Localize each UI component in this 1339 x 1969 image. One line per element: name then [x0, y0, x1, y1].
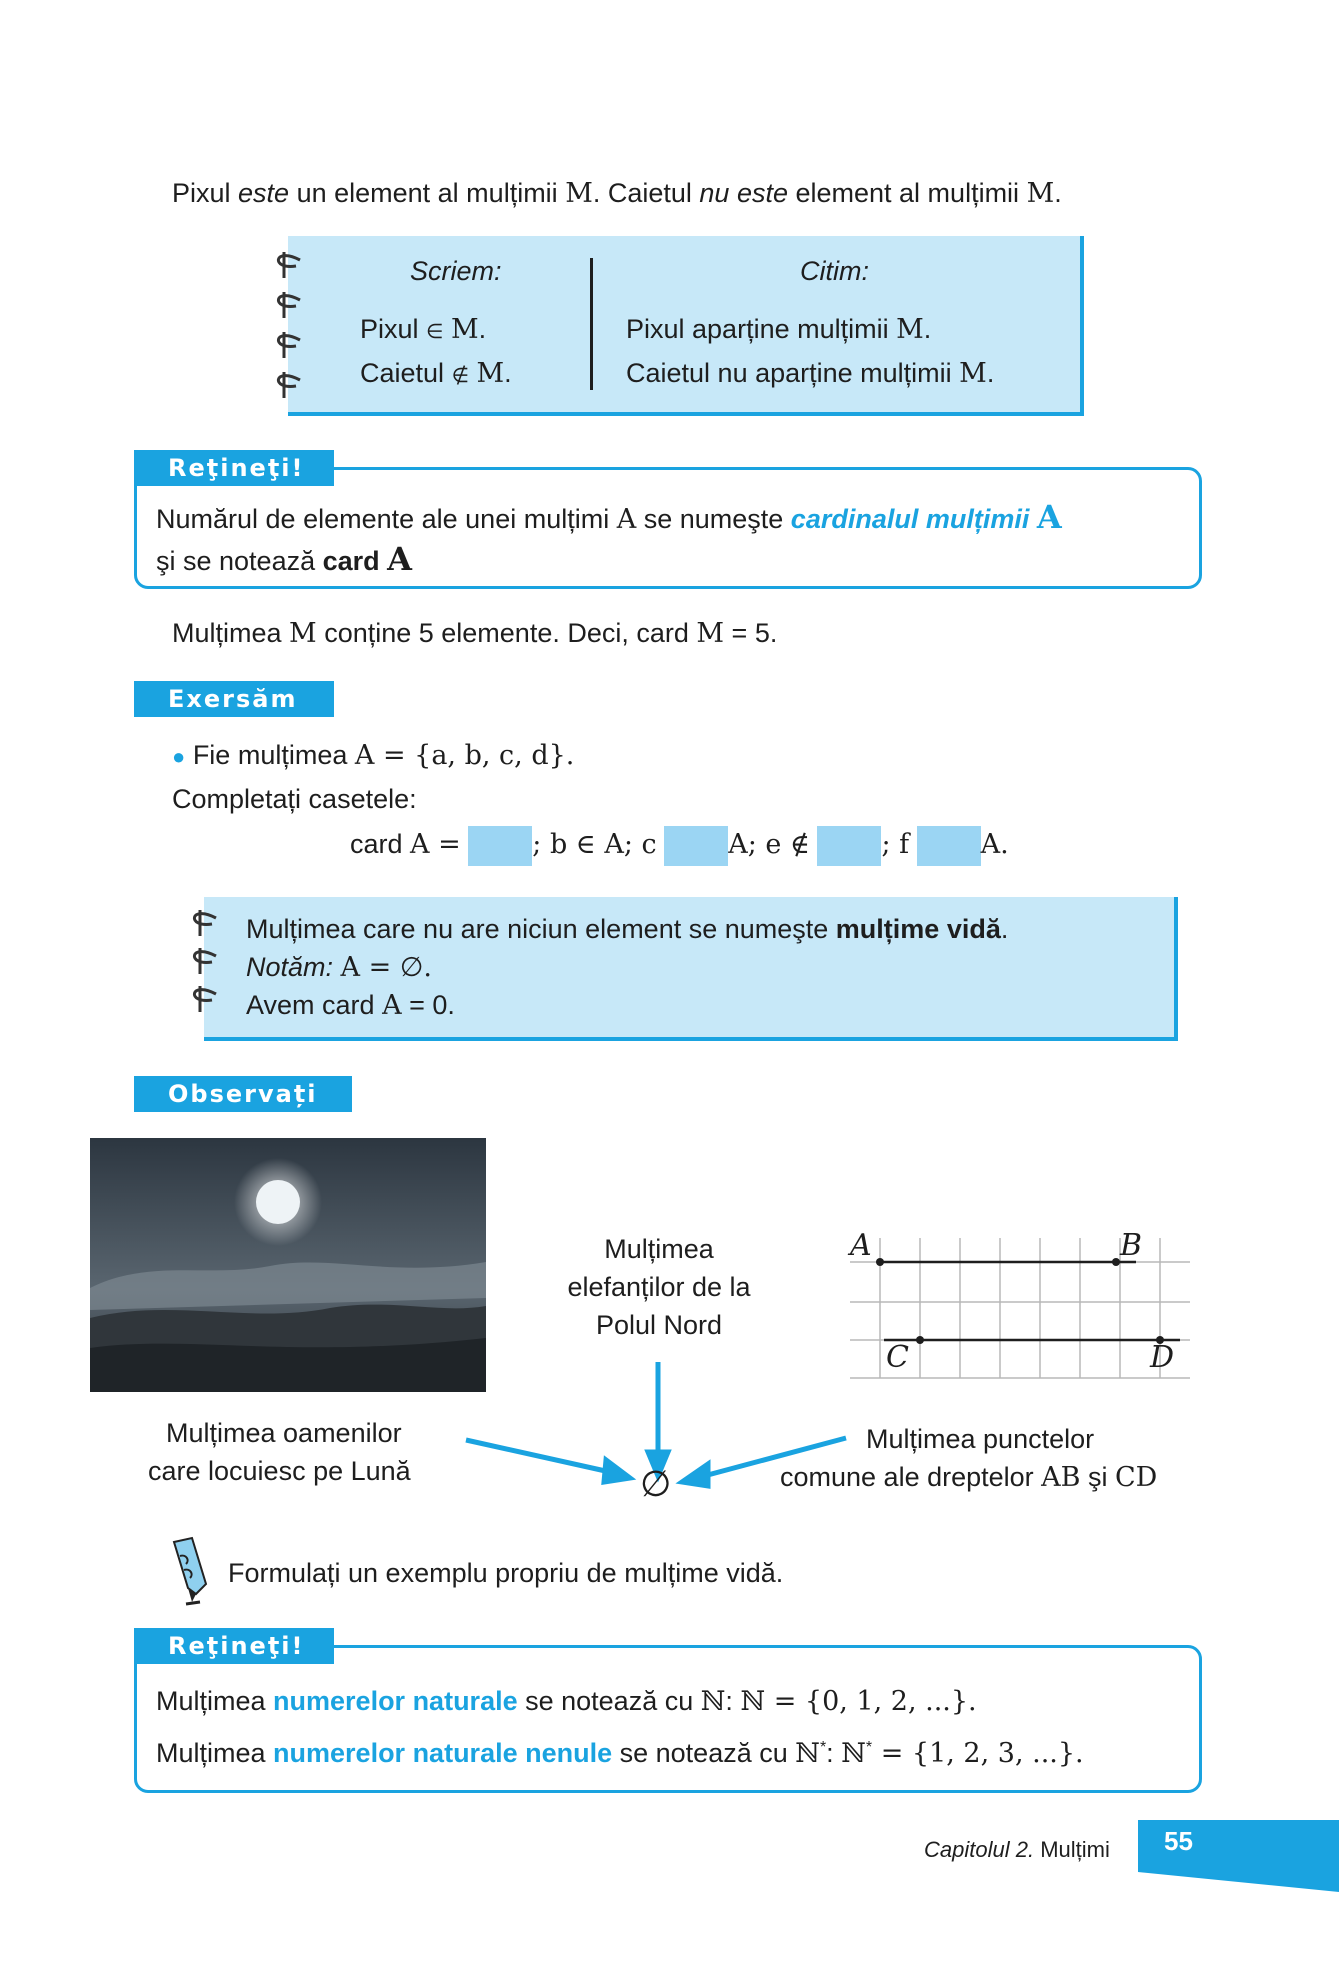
line-name: CD	[1115, 1462, 1158, 1493]
intro-emph: este	[238, 178, 290, 208]
set-symbol: A	[382, 990, 402, 1021]
set-symbol: M	[896, 314, 924, 345]
citim-row-1: Pixul aparține mulțimii M.	[626, 314, 932, 345]
natural-line-2	[156, 1738, 1084, 1769]
intro-text: . Caietul	[592, 178, 700, 208]
text: se notează cu	[517, 1686, 701, 1716]
term-natural-nonzero: numerelor naturale nenule	[273, 1738, 613, 1768]
page-number: 55	[1164, 1826, 1193, 1856]
math: A = ∅.	[340, 952, 432, 983]
text: Numărul de elemente ale unei mulțimi	[156, 504, 617, 534]
math: ; f	[881, 829, 910, 861]
tag-retineti: Reţineţi!	[134, 450, 334, 486]
text: Notăm:	[246, 952, 334, 982]
not-element-of-symbol: ∉	[451, 365, 469, 387]
moon-caption-2: care locuiesc pe Lună	[148, 1456, 411, 1486]
star: *	[819, 1739, 827, 1756]
bullet-icon: ●	[172, 744, 186, 769]
points-caption-2	[780, 1462, 1157, 1493]
set-symbol: M	[1026, 178, 1055, 209]
set-symbol: M	[450, 314, 479, 345]
text: comune ale dreptelor	[780, 1462, 1042, 1492]
tag-exersam: Exersăm	[134, 681, 334, 717]
intro-text: Pixul	[172, 178, 239, 208]
line-name: AB	[1041, 1462, 1081, 1493]
text: = 0.	[401, 990, 455, 1020]
term-empty-set: mulțime vidă	[835, 914, 1001, 944]
reading-text: Pixul aparține mulțimii	[626, 314, 897, 344]
term-natural: numerelor naturale	[273, 1686, 518, 1716]
set-symbol: M	[476, 358, 505, 389]
caption-line: elefanților de la	[567, 1272, 751, 1302]
footer-chapter	[924, 1837, 1110, 1863]
point-label-b: B	[1120, 1228, 1143, 1263]
math: A; e ∉	[728, 829, 810, 861]
text: :	[725, 1686, 741, 1716]
card-keyword: card	[322, 546, 380, 576]
text: :	[826, 1738, 842, 1768]
text: Mulțimea	[172, 618, 290, 648]
intro-emph: nu este	[699, 178, 788, 208]
set-definition: A = {a, b, c, d}.	[354, 740, 575, 771]
reading-text: Caietul nu aparține mulțimii	[626, 358, 960, 388]
chapter-label: Capitolul 2.	[924, 1837, 1035, 1862]
caption-line: Mulțimea	[604, 1234, 714, 1264]
text: conține 5 elemente. Deci, card	[316, 618, 697, 648]
text: se numeşte	[636, 504, 791, 534]
retineti-box-natural	[134, 1645, 1202, 1793]
term-cardinal: cardinalul mulțimii	[790, 504, 1030, 534]
col-header-scriem: Scriem:	[410, 256, 502, 286]
tag-retineti: Reţineţi!	[134, 1628, 334, 1664]
citim-row-2: Caietul nu aparține mulțimii M.	[626, 358, 995, 389]
math: = {1, 2, 3, ...}.	[872, 1738, 1084, 1769]
word: Pixul	[360, 314, 419, 344]
text: Avem card	[246, 990, 383, 1020]
star: *	[865, 1739, 873, 1756]
text: şi	[1080, 1462, 1116, 1492]
intro-text: un element al mulțimii	[289, 178, 566, 208]
set-symbol-bold: A	[1036, 498, 1062, 536]
scriem-row-1: Pixul ∈ M.	[360, 314, 487, 345]
tag-observati: Observați	[134, 1076, 352, 1112]
set-symbol: M	[289, 618, 317, 649]
point-label-d: D	[1150, 1340, 1175, 1375]
chapter-name: Mulțimi	[1034, 1837, 1110, 1862]
natural-set-symbol: ℕ	[841, 1738, 866, 1769]
set-symbol: M	[959, 358, 987, 389]
text: Mulțimea	[156, 1738, 274, 1768]
natural-line-1	[156, 1686, 977, 1717]
pencil-icon	[166, 1536, 214, 1608]
caption-line: Polul Nord	[595, 1310, 723, 1340]
text: Fie mulțimea	[192, 740, 355, 770]
set-symbol: M	[565, 178, 593, 209]
points-caption-1: Mulțimea punctelor	[866, 1424, 1095, 1454]
word: Caietul	[360, 358, 445, 388]
text: se notează cu	[612, 1738, 796, 1768]
text: = 5.	[724, 618, 778, 648]
point-label-a: A	[850, 1228, 872, 1263]
text: şi se notează	[156, 546, 323, 576]
math: A.	[980, 829, 1009, 861]
text: card	[350, 829, 411, 860]
tag-rule	[330, 1645, 1070, 1648]
exercise-line-2: Completați casetele:	[172, 784, 417, 814]
set-symbol: A	[616, 504, 637, 535]
natural-set-symbol: ℕ	[700, 1686, 726, 1717]
text: Mulțimea care nu are niciun element se numeşte	[246, 914, 836, 944]
set-symbol: M	[696, 618, 725, 649]
scriem-row-2: Caietul ∉ M.	[360, 358, 512, 389]
natural-set-symbol: ℕ	[795, 1738, 820, 1769]
intro-text: .	[1054, 178, 1062, 208]
moon-caption-1: Mulțimea oamenilor	[166, 1418, 402, 1448]
formulati-text: Formulați un exemplu propriu de mulțime vidă.	[228, 1558, 784, 1588]
math: A =	[410, 829, 461, 861]
empty-set-symbol: ∅	[640, 1464, 672, 1505]
math: ; b ∈ A; c	[532, 829, 657, 861]
set-symbol-bold: A	[387, 540, 412, 578]
text: .	[1000, 914, 1009, 944]
element-of-symbol: ∈	[426, 321, 444, 343]
text: Mulțimea	[156, 1686, 274, 1716]
col-header-citim: Citim:	[800, 256, 869, 286]
math: ℕ = {0, 1, 2, ...}.	[740, 1686, 977, 1717]
point-label-c: C	[886, 1340, 909, 1375]
intro-text: element al mulțimii	[787, 178, 1027, 208]
